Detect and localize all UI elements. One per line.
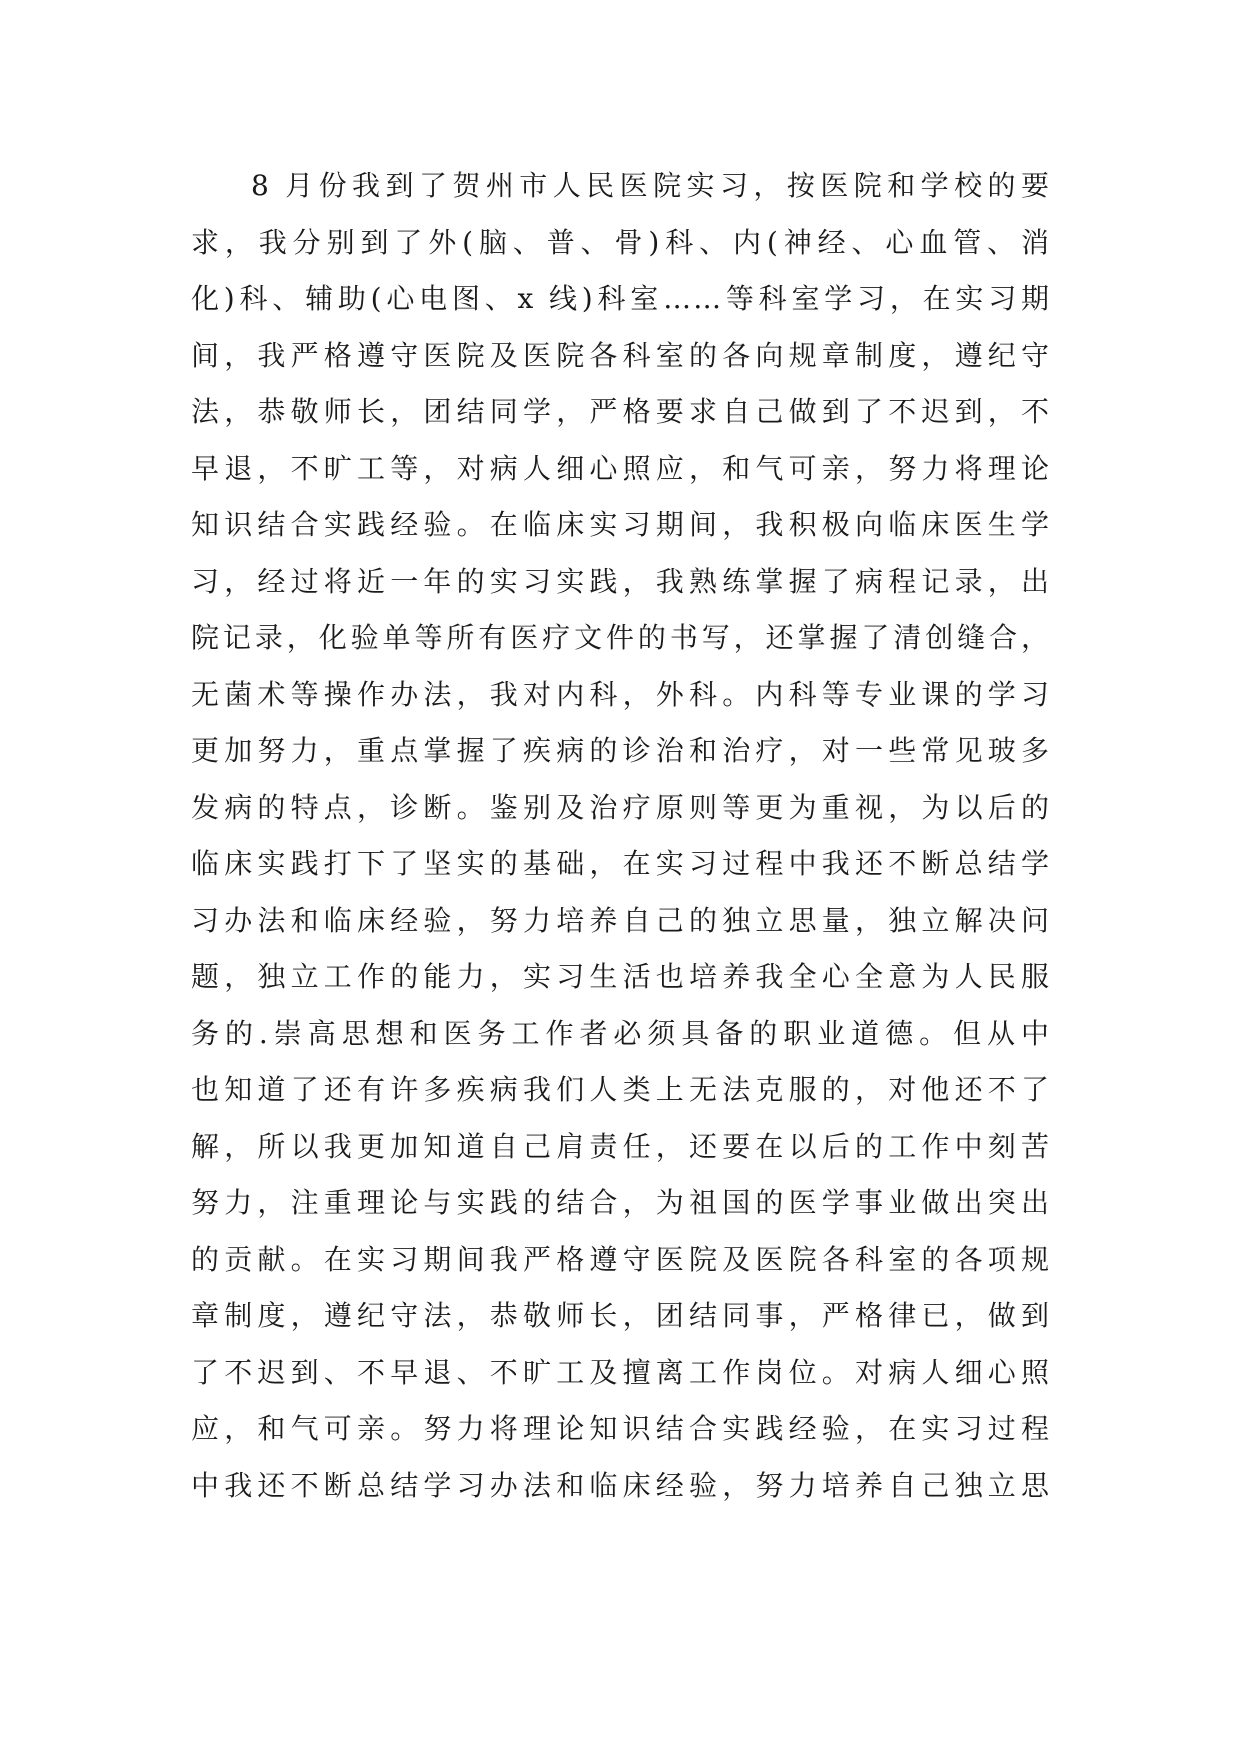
text-line-21: 章制度，遵纪守法，恭敬师长，团结同事，严格律已，做到 — [191, 1299, 1051, 1332]
text-line-17: 也知道了还有许多疾病我们人类上无法克服的，对他还不了 — [191, 1073, 1051, 1106]
text-line-11: 更加努力，重点掌握了疾病的诊治和治疗，对一些常见玻多 — [191, 734, 1051, 767]
text-line-2: 求，我分别到了外(脑、普、骨)科、内(神经、心血管、消 — [191, 225, 1051, 259]
text-line-3: 化)科、辅助(心电图、x 线)科室……等科室学习，在实习期 — [191, 282, 1051, 315]
text-line-5: 法，恭敬师长，团结同学，严格要求自己做到了不迟到，不 — [191, 395, 1051, 428]
text-line-23: 应，和气可亲。努力将理论知识结合实践经验，在实习过程 — [191, 1412, 1051, 1445]
text-line-15: 题，独立工作的能力，实习生活也培养我全心全意为人民服 — [191, 960, 1051, 993]
text-line-22: 了不迟到、不早退、不旷工及擅离工作岗位。对病人细心照 — [191, 1355, 1051, 1389]
text-line-14: 习办法和临床经验，努力培养自己的独立思量，独立解决问 — [191, 903, 1051, 937]
text-line-16: 务的.崇高思想和医务工作者必须具备的职业道德。但从中 — [191, 1016, 1051, 1050]
text-line-18: 解，所以我更加知道自己肩责任，还要在以后的工作中刻苦 — [191, 1129, 1051, 1163]
text-line-20: 的贡献。在实习期间我严格遵守医院及医院各科室的各项规 — [191, 1242, 1051, 1276]
text-line-8: 习，经过将近一年的实习实践，我熟练掌握了病程记录，出 — [191, 564, 1051, 598]
text-line-4: 间，我严格遵守医院及医院各科室的各向规章制度，遵纪守 — [191, 338, 1051, 372]
text-line-13: 临床实践打下了坚实的基础，在实习过程中我还不断总结学 — [191, 847, 1051, 880]
text-line-6: 早退，不旷工等，对病人细心照应，和气可亲，努力将理论 — [191, 451, 1051, 485]
text-line-19: 努力，注重理论与实践的结合，为祖国的医学事业做出突出 — [191, 1186, 1051, 1219]
body-text — [191, 158, 1051, 1514]
text-line-10: 无菌术等操作办法，我对内科，外科。内科等专业课的学习 — [191, 677, 1051, 711]
text-line-9: 院记录，化验单等所有医疗文件的书写，还掌握了清创缝合， — [191, 621, 1051, 654]
text-line-12: 发病的特点，诊断。鉴别及治疗原则等更为重视，为以后的 — [191, 790, 1051, 824]
text-line-24: 中我还不断总结学习办法和临床经验，努力培养自己独立思 — [191, 1468, 1051, 1502]
text-line-1: 8 月份我到了贺州市人民医院实习，按医院和学校的要 — [251, 169, 1051, 202]
text-line-7: 知识结合实践经验。在临床实习期间，我积极向临床医生学 — [191, 508, 1051, 541]
